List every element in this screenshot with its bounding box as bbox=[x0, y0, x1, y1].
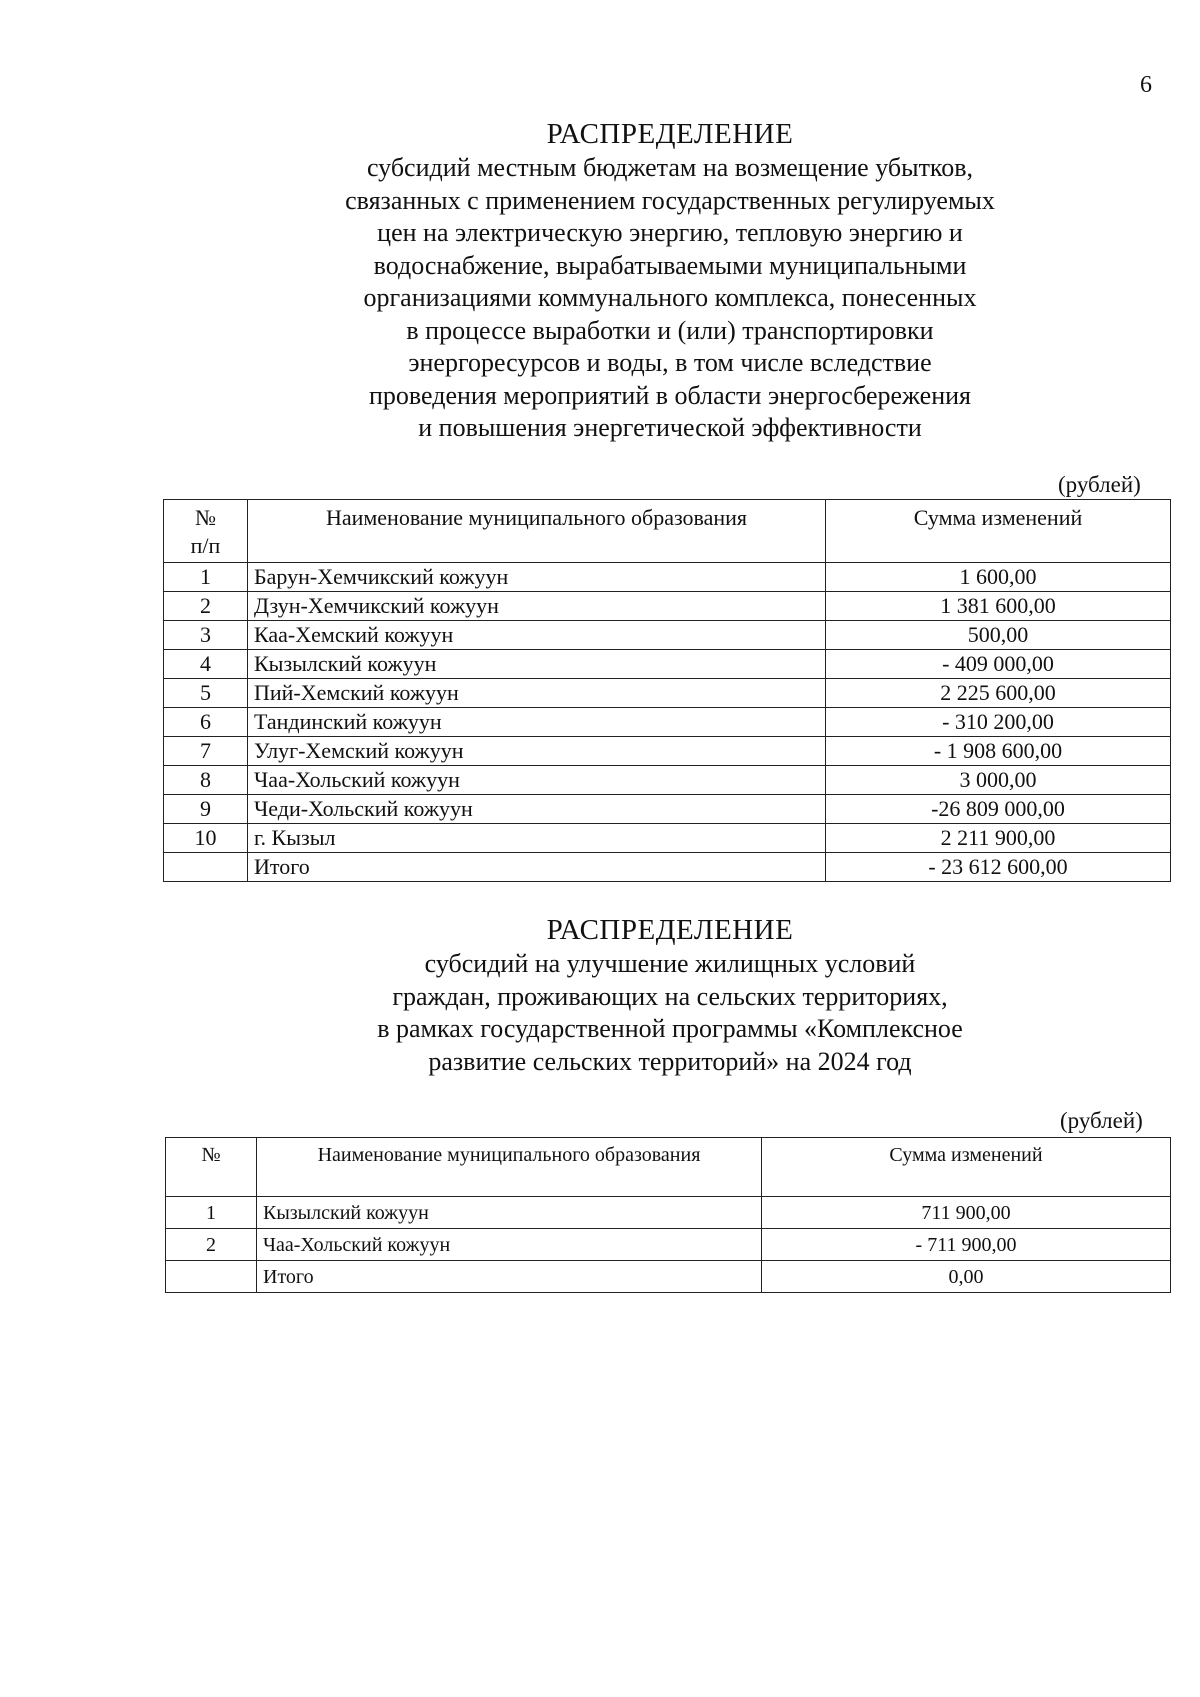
row-sum: - 23 612 600,00 bbox=[826, 853, 1171, 882]
row-sum: 1 600,00 bbox=[826, 563, 1171, 592]
table-row bbox=[164, 679, 1171, 708]
header-sum: Сумма изменений bbox=[826, 500, 1171, 563]
row-name: Чаа-Хольский кожуун bbox=[257, 1229, 762, 1261]
table-row bbox=[166, 1197, 1171, 1229]
table-row bbox=[164, 853, 1171, 882]
section1-title: РАСПРЕДЕЛЕНИЕ bbox=[546, 118, 794, 150]
row-sum: 711 900,00 bbox=[762, 1197, 1171, 1229]
row-name: Кызылский кожуун bbox=[257, 1197, 762, 1229]
section2-title: РАСПРЕДЕЛЕНИЕ bbox=[546, 914, 794, 946]
table-header-row bbox=[164, 500, 1171, 563]
row-number: 3 bbox=[164, 621, 248, 650]
row-name: Пий-Хемский кожуун bbox=[248, 679, 826, 708]
section2-heading bbox=[0, 912, 1200, 1078]
row-number: 2 bbox=[164, 592, 248, 621]
row-number: 1 bbox=[164, 563, 248, 592]
section1-line: энергоресурсов и воды, в том числе вследствие bbox=[408, 348, 932, 377]
row-sum: - 1 908 600,00 bbox=[826, 737, 1171, 766]
row-number: 5 bbox=[164, 679, 248, 708]
table-row bbox=[164, 795, 1171, 824]
row-name: Кызылский кожуун bbox=[248, 650, 826, 679]
table-row bbox=[164, 737, 1171, 766]
row-name: Чеди-Хольский кожуун bbox=[248, 795, 826, 824]
row-sum: - 409 000,00 bbox=[826, 650, 1171, 679]
row-number: 9 bbox=[164, 795, 248, 824]
header-number: № п/п bbox=[164, 500, 248, 563]
row-sum: 0,00 bbox=[762, 1261, 1171, 1293]
table-row bbox=[164, 708, 1171, 737]
table-row bbox=[164, 650, 1171, 679]
row-sum: 1 381 600,00 bbox=[826, 592, 1171, 621]
section1-table bbox=[163, 499, 1171, 882]
section1-line: субсидий местным бюджетам на возмещение убытков, bbox=[366, 153, 974, 182]
header-sum: Сумма изменений bbox=[762, 1138, 1171, 1197]
table-row bbox=[164, 592, 1171, 621]
section2-table bbox=[165, 1137, 1171, 1293]
table-row bbox=[166, 1261, 1171, 1293]
section2-units: (рублей) bbox=[1060, 1108, 1143, 1133]
row-number: 7 bbox=[164, 737, 248, 766]
row-number bbox=[166, 1261, 257, 1293]
row-sum: 2 211 900,00 bbox=[826, 824, 1171, 853]
row-sum: - 711 900,00 bbox=[762, 1229, 1171, 1261]
section2-line: развитие сельских территорий» на 2024 год bbox=[428, 1046, 912, 1076]
section1-line: организациями коммунального комплекса, понесенных bbox=[363, 283, 977, 312]
section2-line: в рамках государственной программы «Комплексное bbox=[377, 1014, 963, 1043]
row-name: Чаа-Хольский кожуун bbox=[248, 766, 826, 795]
row-sum: - 310 200,00 bbox=[826, 708, 1171, 737]
row-number: 1 bbox=[166, 1197, 257, 1229]
table-row bbox=[164, 824, 1171, 853]
row-number: 4 bbox=[164, 650, 248, 679]
section1-line: связанных с применением государственных регулируемых bbox=[345, 185, 995, 215]
section1-line: водоснабжение, вырабатываемыми муниципальными bbox=[373, 250, 967, 280]
row-name: Итого bbox=[248, 853, 826, 882]
table-row bbox=[166, 1229, 1171, 1261]
header-name: Наименование муниципального образования bbox=[257, 1138, 762, 1197]
section1-heading bbox=[0, 116, 1200, 445]
row-name: Дзун-Хемчикский кожуун bbox=[248, 592, 826, 621]
table-header-row bbox=[166, 1138, 1171, 1197]
row-name: Барун-Хемчикский кожуун bbox=[248, 563, 826, 592]
page-number: 6 bbox=[1140, 72, 1152, 98]
row-number: 10 bbox=[164, 824, 248, 853]
row-sum: -26 809 000,00 bbox=[826, 795, 1171, 824]
table-row bbox=[164, 563, 1171, 592]
section1-line: проведения мероприятий в области энергосбережения bbox=[369, 380, 971, 410]
section2-line: граждан, проживающих на сельских территориях, bbox=[392, 981, 948, 1011]
row-name: Улуг-Хемский кожуун bbox=[248, 737, 826, 766]
row-sum: 2 225 600,00 bbox=[826, 679, 1171, 708]
header-number: № bbox=[166, 1138, 257, 1197]
row-sum: 3 000,00 bbox=[826, 766, 1171, 795]
row-name: г. Кызыл bbox=[248, 824, 826, 853]
section1-line: в процессе выработки и (или) транспортировки bbox=[406, 315, 934, 345]
row-number: 6 bbox=[164, 708, 248, 737]
section2-line: субсидий на улучшение жилищных условий bbox=[424, 949, 916, 978]
row-sum: 500,00 bbox=[826, 621, 1171, 650]
header-name: Наименование муниципального образования bbox=[248, 500, 826, 563]
section1-line: и повышения энергетической эффективности bbox=[418, 413, 922, 442]
row-name: Каа-Хемский кожуун bbox=[248, 621, 826, 650]
section1-units: (рублей) bbox=[1058, 472, 1141, 497]
row-number: 2 bbox=[166, 1229, 257, 1261]
table-row bbox=[164, 621, 1171, 650]
section1-line: цен на электрическую энергию, тепловую энергию и bbox=[377, 218, 963, 247]
row-name: Итого bbox=[257, 1261, 762, 1293]
row-name: Тандинский кожуун bbox=[248, 708, 826, 737]
table-row bbox=[164, 766, 1171, 795]
row-number: 8 bbox=[164, 766, 248, 795]
row-number bbox=[164, 853, 248, 882]
